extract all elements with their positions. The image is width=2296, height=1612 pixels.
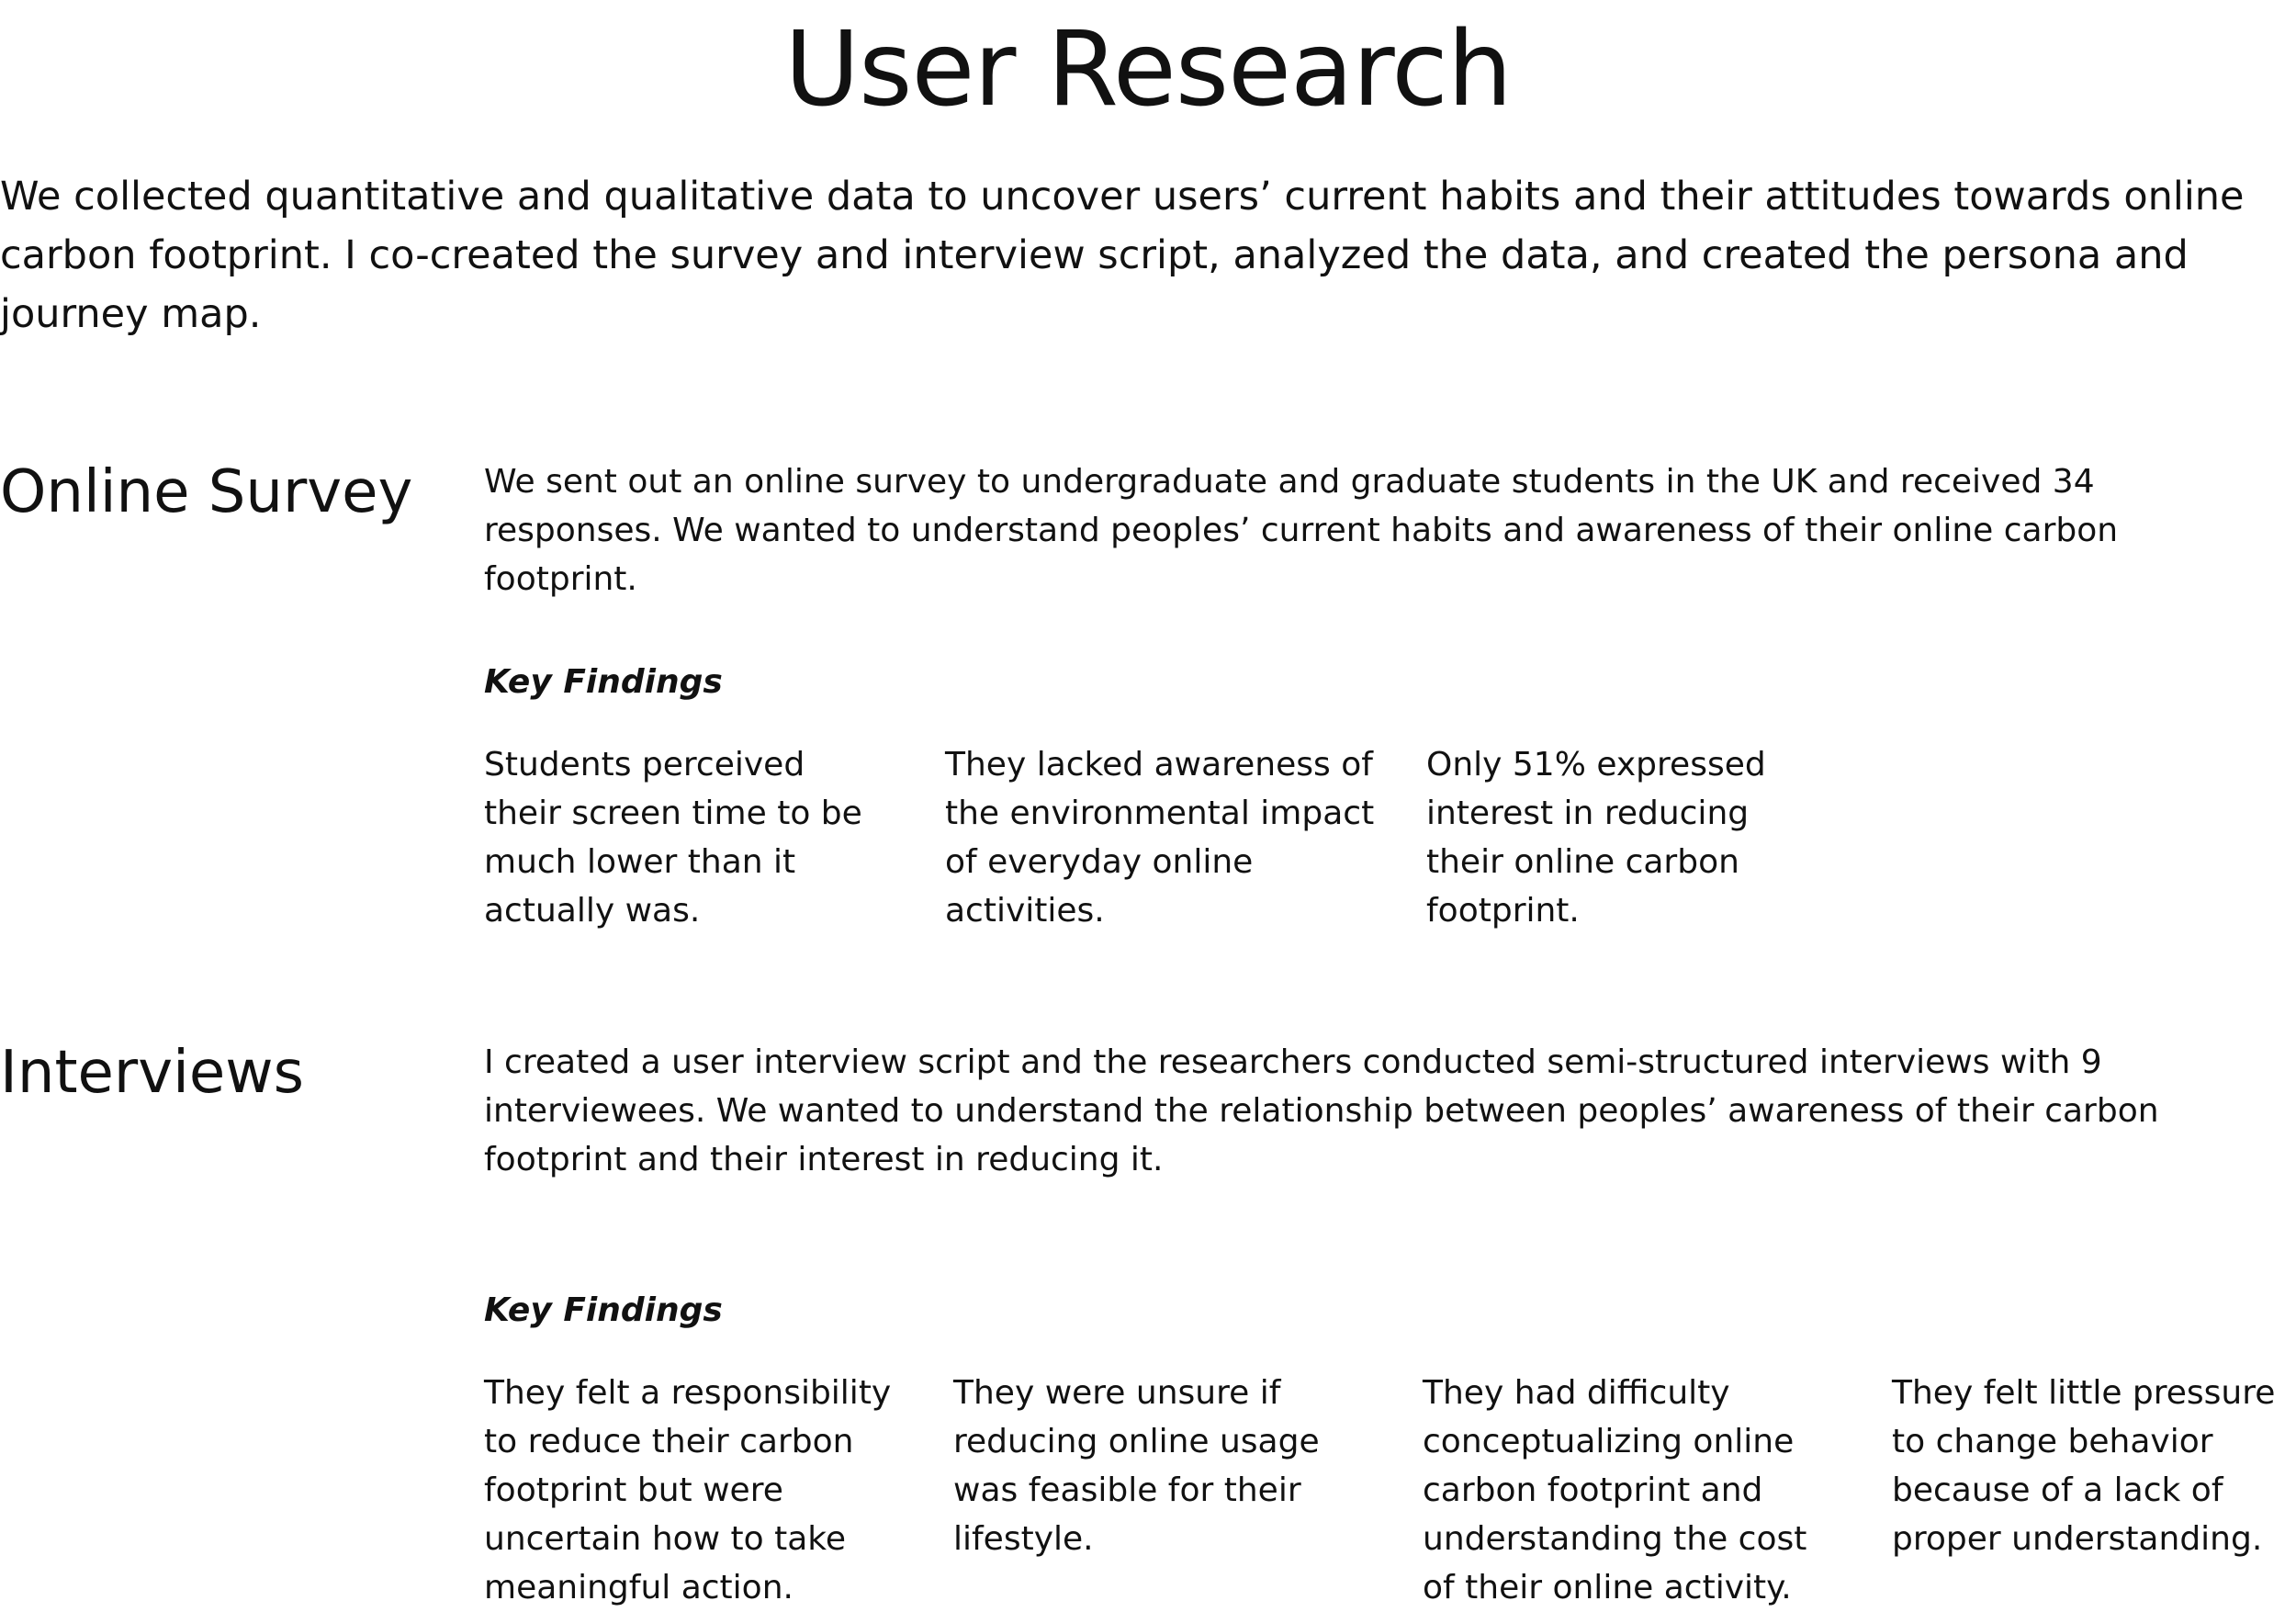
interviews-key-findings-label: Key Findings [484, 1291, 723, 1329]
interviews-heading: Interviews [0, 1039, 304, 1107]
survey-finding: They lacked awareness of the environmental impact of everyday online activities. [945, 746, 1375, 930]
interviews-finding: They had difficulty conceptualizing online carbon footprint and understanding the cost of their online activity. [1423, 1374, 1807, 1606]
survey-finding: Students perceived their screen time to be much lower than it actually was. [484, 746, 862, 930]
survey-key-findings-label: Key Findings [484, 663, 723, 701]
survey-finding: Only 51% expressed interest in reducing their online carbon footprint. [1426, 746, 1766, 930]
interviews-finding: They felt a responsibility to reduce their carbon footprint but were uncertain how to take meaningful action. [484, 1374, 892, 1606]
interviews-finding: They felt little pressure to change behavior because of a lack of proper understanding. [1892, 1374, 2276, 1558]
interviews-description: I created a user interview script and the researchers conducted semi-structured interviews with 9 interviewees. We wanted to understand the relationship between peoples’ awareness of their carbon footprint and their interest in reducing it. [484, 1043, 2159, 1178]
survey-heading: Online Survey [0, 458, 413, 526]
page-title: User Research [784, 10, 1512, 130]
intro-paragraph: We collected quantitative and qualitative data to uncover users’ current habits and their attitudes towards online carbon footprint. I co-created the survey and interview script, analyzed the data, and created the persona and journey map. [0, 174, 2245, 337]
survey-description: We sent out an online survey to undergraduate and graduate students in the UK and received 34 responses. We wanted to understand peoples’ current habits and awareness of their online carbon footprint. [484, 463, 2119, 598]
interviews-finding: They were unsure if reducing online usage was feasible for their lifestyle. [953, 1374, 1320, 1558]
